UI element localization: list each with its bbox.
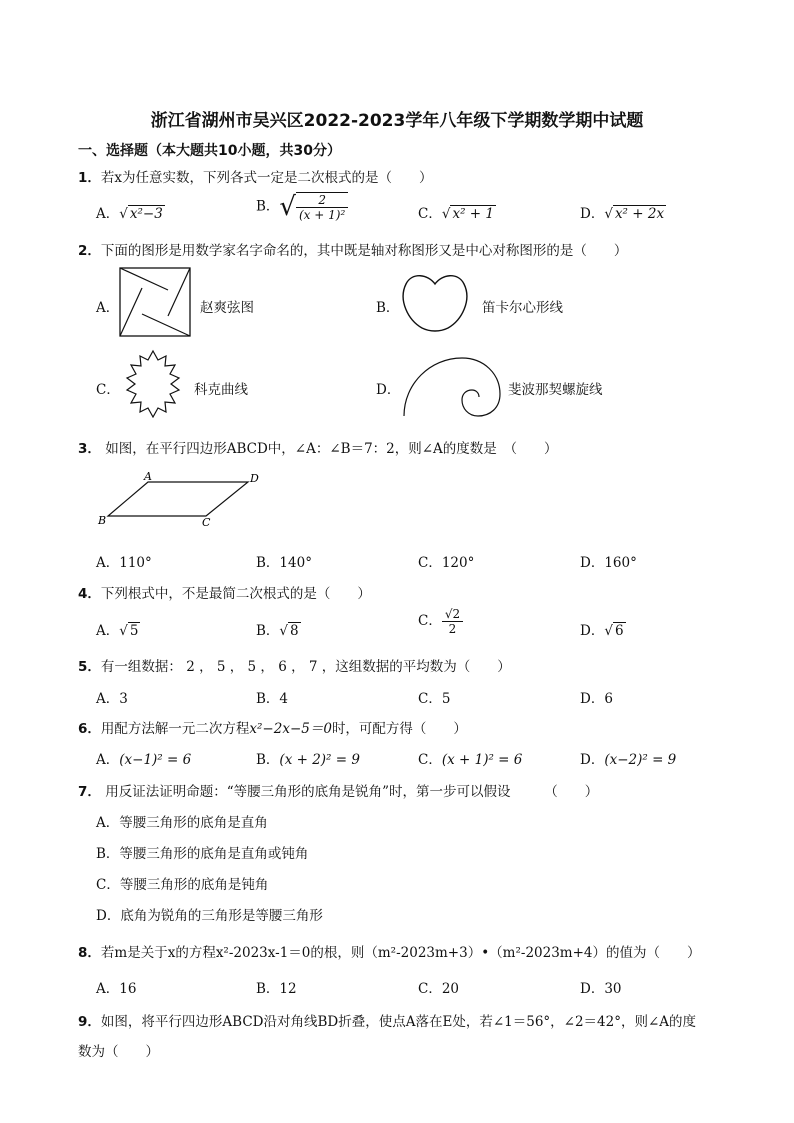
q2-option-d-label: D． xyxy=(376,382,401,398)
radicand: 8 xyxy=(290,623,299,639)
radicand: x² + 1 xyxy=(452,206,494,222)
q4-option-a xyxy=(96,619,140,639)
q8-option-c: C．20 xyxy=(418,981,460,997)
radicand xyxy=(296,192,348,222)
question-2 xyxy=(78,239,627,259)
zhao-shuang-diagram-icon xyxy=(118,266,192,338)
fraction xyxy=(296,193,348,222)
sqrt-icon: √ xyxy=(279,623,289,639)
q6-option-b xyxy=(256,748,360,768)
q5-option-c: C．5 xyxy=(418,691,451,707)
question-number: 3． xyxy=(78,441,101,457)
q4-option-c xyxy=(418,607,463,636)
q3-option-b: B．140° xyxy=(256,555,312,571)
exam-title: 浙江省湖州市吴兴区2022-2023学年八年级下学期数学期中试题 xyxy=(150,111,644,131)
fibonacci-spiral-icon xyxy=(400,354,504,418)
q2-figure-a-name: 赵爽弦图 xyxy=(200,300,254,316)
option-label: B． xyxy=(256,752,280,768)
option-expression: (x + 1)² = 6 xyxy=(441,752,523,768)
parallelogram-abcd-figure xyxy=(96,470,266,530)
q5-option-d: D．6 xyxy=(580,691,613,707)
q8-option-a: A．16 xyxy=(96,981,137,997)
q1-option-d xyxy=(580,202,666,222)
option-label: A． xyxy=(96,206,120,222)
question-text: 如图，在平行四边形ABCD中，∠A：∠B＝7：2，则∠A的度数是 （ ） xyxy=(105,441,558,457)
q8-option-d: D．30 xyxy=(580,981,622,997)
q5-option-b: B．4 xyxy=(256,691,289,707)
question-number: 7． xyxy=(78,784,101,800)
radicand: x² + 2x xyxy=(614,206,665,222)
section-heading: 一、选择题（本大题共10小题，共30分） xyxy=(78,143,341,159)
option-label: D． xyxy=(580,752,605,768)
q3-option-c: C．120° xyxy=(418,555,475,571)
q4-option-d xyxy=(580,619,626,639)
q6-option-c xyxy=(418,748,522,768)
q3-option-d: D．160° xyxy=(580,555,637,571)
question-number: 6． xyxy=(78,721,101,737)
q2-option-a-label: A． xyxy=(96,300,120,316)
question-6 xyxy=(78,717,467,737)
radicand: 6 xyxy=(614,623,624,639)
vertex-a: A xyxy=(144,470,152,483)
q7-option-b: B．等腰三角形的底角是直角或钝角 xyxy=(96,846,309,862)
question-number: 4． xyxy=(78,586,101,602)
question-text: 如图，将平行四边形ABCD沿对角线BD折叠，使点A落在E处，若∠1＝56°，∠2＝42°，则∠A的度 xyxy=(100,1014,697,1030)
question-number: 2． xyxy=(78,243,101,259)
question-7 xyxy=(78,780,598,800)
sqrt-icon: √ xyxy=(119,623,128,639)
sqrt-icon: √ xyxy=(119,206,128,222)
q4-option-b xyxy=(256,619,301,639)
q1-option-a xyxy=(96,202,165,222)
denominator: (x + 1)² xyxy=(299,208,346,222)
option-label: C． xyxy=(418,613,442,629)
q7-option-d: D．底角为锐角的三角形是等腰三角形 xyxy=(96,908,323,924)
q7-option-a: A．等腰三角形的底角是直角 xyxy=(96,815,268,831)
q2-figure-d-name: 斐波那契螺旋线 xyxy=(508,382,603,398)
option-label: C． xyxy=(418,752,442,768)
question-number: 9． xyxy=(78,1014,101,1030)
q3-option-a: A．110° xyxy=(96,555,152,571)
option-label: A． xyxy=(96,752,120,768)
question-number: 8． xyxy=(78,945,101,961)
cardioid-icon xyxy=(400,270,470,334)
question-text: 用反证法证明命题：“等腰三角形的底角是锐角”时，第一步可以假设 （ ） xyxy=(105,784,599,800)
question-text: 用配方法解一元二次方程 xyxy=(100,721,250,737)
vertex-c: C xyxy=(202,516,211,529)
q2-option-b-label: B． xyxy=(376,300,400,316)
option-expression: (x + 2)² = 9 xyxy=(279,752,360,768)
question-text-tail: 时，可配方得（ ） xyxy=(331,721,467,737)
question-9-continued: 数为（ ） xyxy=(78,1044,159,1060)
question-4 xyxy=(78,582,371,602)
option-label: C． xyxy=(418,206,442,222)
q6-option-d xyxy=(580,748,676,768)
question-text: 若x为任意实数，下列各式一定是二次根式的是（ ） xyxy=(100,170,433,186)
denominator: 2 xyxy=(448,622,457,636)
q2-figure-b-name: 笛卡尔心形线 xyxy=(482,300,563,316)
q2-figure-c-name: 科克曲线 xyxy=(194,382,248,398)
option-label: D． xyxy=(580,623,605,639)
option-expression: (x−2)² = 9 xyxy=(604,752,677,768)
option-label: A． xyxy=(96,623,120,639)
question-text: 下面的图形是用数学家名字命名的，其中既是轴对称图形又是中心对称图形的是（ ） xyxy=(100,243,628,259)
q2-option-c-label: C． xyxy=(96,382,120,398)
sqrt-icon: √ xyxy=(604,206,613,222)
option-label: B． xyxy=(256,198,280,215)
question-text: 有一组数据： 2 ， 5 ， 5 ， 6 ， 7 ，这组数据的平均数为（ ） xyxy=(100,659,511,675)
option-label: B． xyxy=(256,623,280,639)
question-1 xyxy=(78,166,433,186)
numerator: √2 xyxy=(442,607,463,622)
radicand: x²−3 xyxy=(129,206,163,222)
vertex-d: D xyxy=(250,472,259,485)
option-expression: (x−1)² = 6 xyxy=(119,752,192,768)
sqrt-icon: √ xyxy=(441,206,451,222)
q1-option-b xyxy=(256,192,348,222)
question-8 xyxy=(78,941,701,961)
q6-option-a xyxy=(96,748,191,768)
option-label: D． xyxy=(580,206,605,222)
equation: x²−2x−5＝0 xyxy=(249,721,332,737)
sqrt-icon: √ xyxy=(279,192,296,222)
question-text: 若m是关于x的方程x²-2023x-1＝0的根，则（m²-2023m+3）•（m²-2023m+4）的值为（ ） xyxy=(100,945,701,961)
q8-option-b: B．12 xyxy=(256,981,297,997)
question-number: 1． xyxy=(78,170,101,186)
vertex-b: B xyxy=(98,514,107,527)
fraction xyxy=(442,607,463,636)
q1-option-c xyxy=(418,202,496,222)
q5-option-a: A．3 xyxy=(96,691,128,707)
question-number: 5． xyxy=(78,659,101,675)
question-3 xyxy=(78,437,558,457)
koch-snowflake-icon xyxy=(118,348,188,418)
question-text: 下列根式中，不是最简二次根式的是（ ） xyxy=(100,586,371,602)
numerator: 2 xyxy=(296,193,348,208)
sqrt-icon: √ xyxy=(604,623,613,639)
radicand: 5 xyxy=(129,623,139,639)
q7-option-c: C．等腰三角形的底角是钝角 xyxy=(96,877,269,893)
question-9 xyxy=(78,1010,696,1030)
question-5 xyxy=(78,655,511,675)
